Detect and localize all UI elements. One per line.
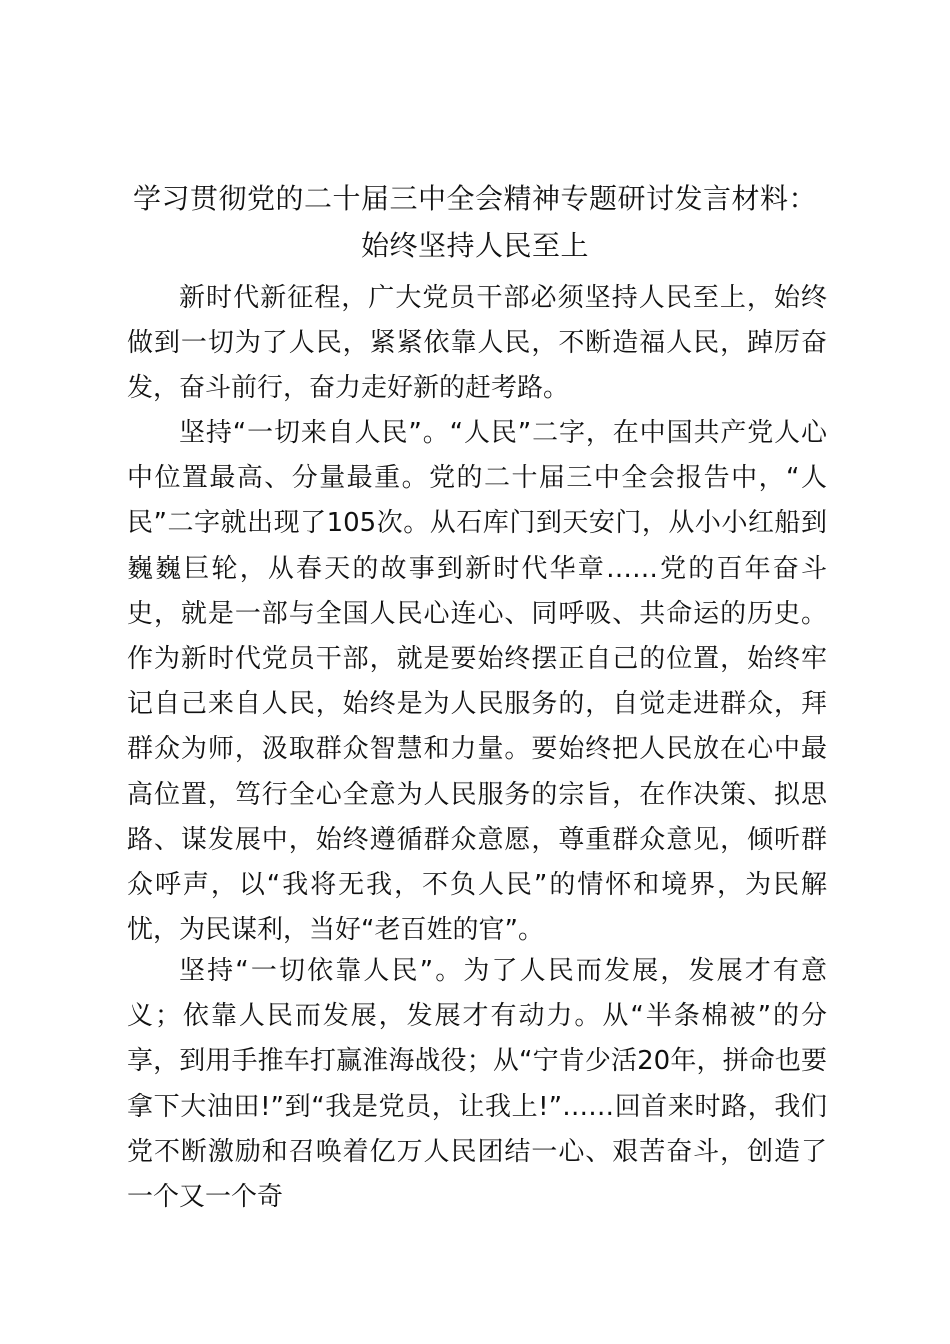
document-title-line-2: 始终坚持人民至上 <box>360 229 589 262</box>
document-title-line-1: 学习贯彻党的二十届三中全会精神专题研讨发言材料： <box>132 182 817 215</box>
paragraph-rely-on-people: 坚持“一切依靠人民”。为了人民而发展，发展才有意义；依靠人民而发展，发展才有动力。从“半条棉被”的分享，到用手推车打赢淮海战役；从“宁肯少活20年，拼命也要拿下大油田!”到“我是党员，让我上!”……回首来时路，我们党不断激励和召唤着亿万人民团结一心、艰苦奋斗，创造了一个又一个奇 <box>127 956 827 1213</box>
paragraph-intro: 新时代新征程，广大党员干部必须坚持人民至上，始终做到一切为了人民，紧紧依靠人民，不断造福人民，踔厉奋发，奋斗前行，奋力走好新的赶考路。 <box>127 283 827 404</box>
paragraph-from-people: 坚持“一切来自人民”。“人民”二字，在中国共产党人心中位置最高、分量最重。党的二十届三中全会报告中，“人民”二字就出现了105次。从石库门到天安门，从小小红船到巍巍巨轮，从春天的故事到新时代华章……党的百年奋斗史，就是一部与全国人民心连心、同呼吸、共命运的历史。作为新时代党员干部，就是要始终摆正自己的位置，始终牢记自己来自人民，始终是为人民服务的，自觉走进群众，拜群众为师，汲取群众智慧和力量。要始终把人民放在心中最高位置，笃行全心全意为人民服务的宗旨，在作决策、拟思路、谋发展中，始终遵循群众意愿，尊重群众意见，倾听群众呼声，以“我将无我，不负人民”的情怀和境界，为民解忧，为民谋利，当好“老百姓的官”。 <box>127 418 827 946</box>
